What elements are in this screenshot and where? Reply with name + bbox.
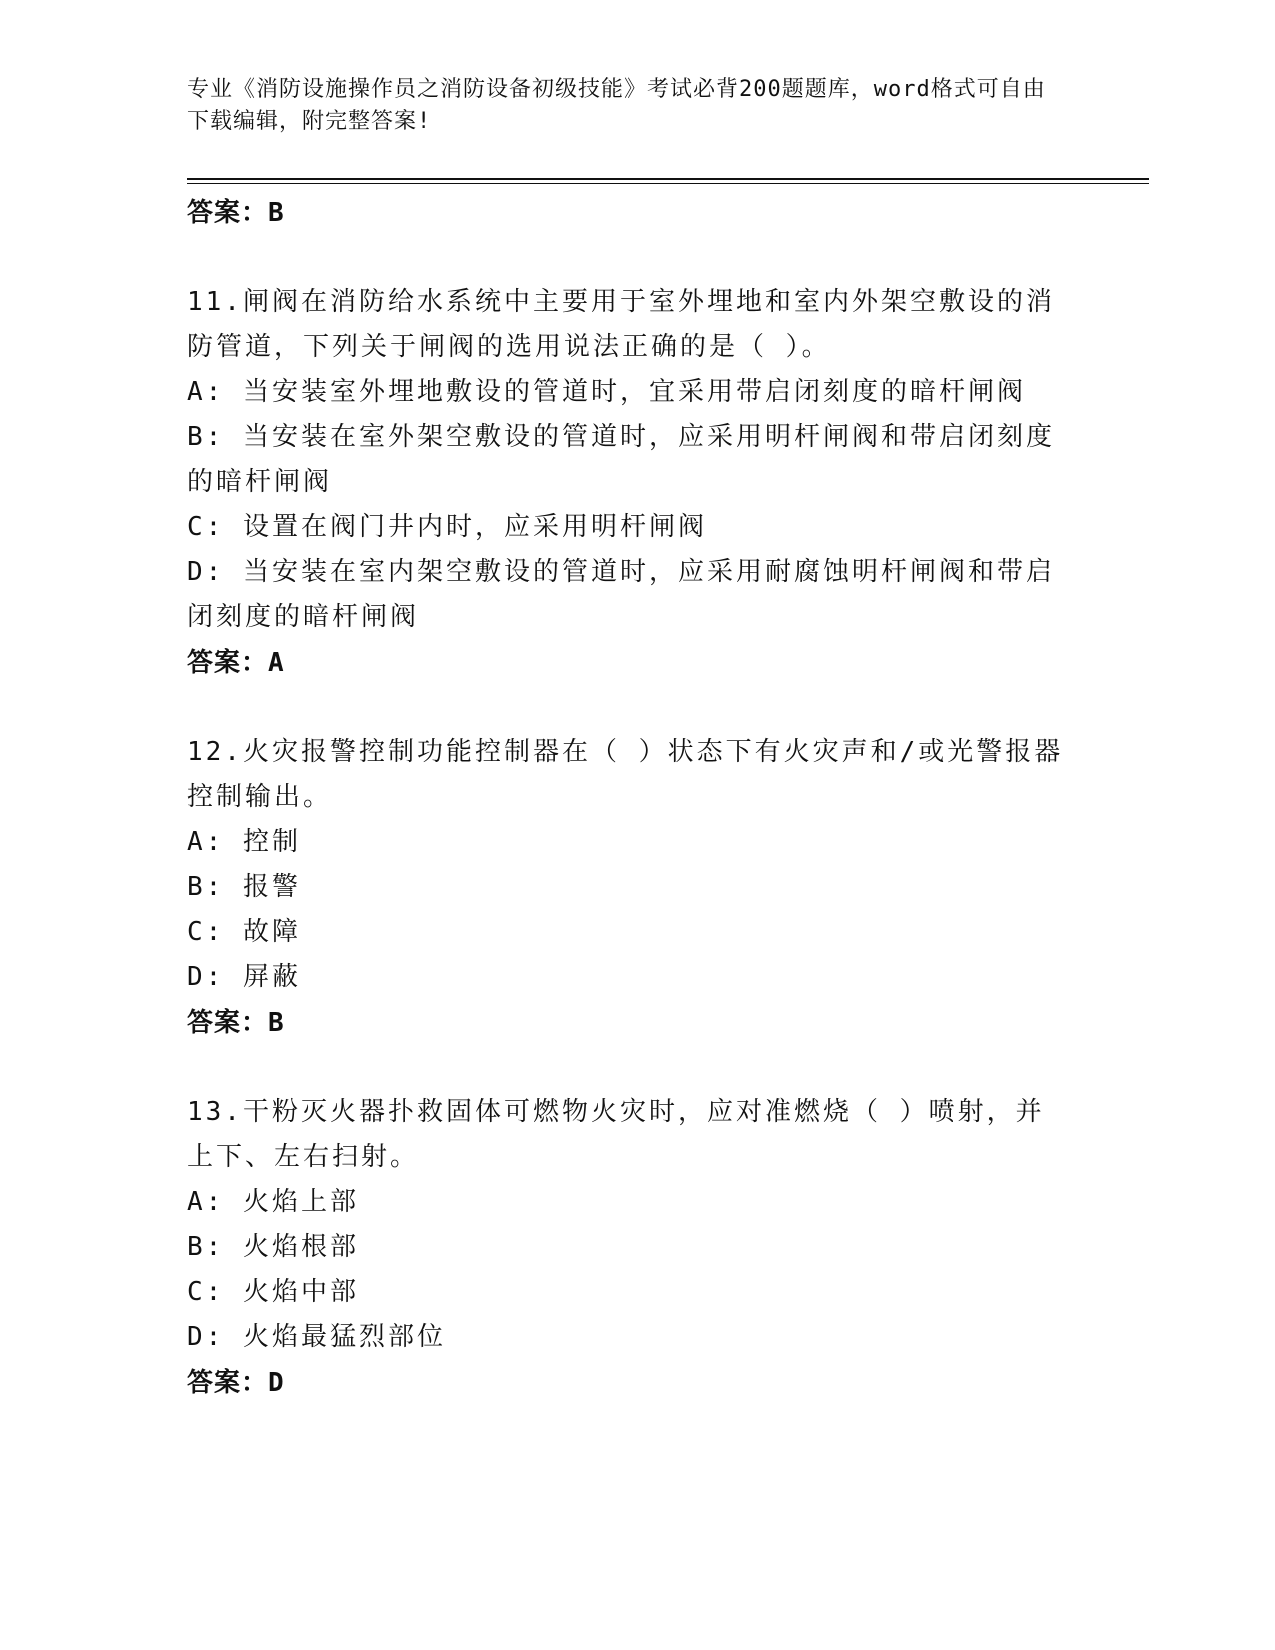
- question-block: [187, 730, 1067, 1046]
- question-block: [187, 280, 1067, 686]
- question-text: 11.闸阀在消防给水系统中主要用于室外埋地和室内外架空敷设的消防管道，下列关于闸阀的选用说法正确的是（ ）。: [187, 287, 1055, 362]
- option-c: C: 故障: [187, 917, 301, 947]
- option-a: A: 控制: [187, 827, 301, 857]
- option-b: B: 火焰根部: [187, 1232, 359, 1262]
- option-c: C: 设置在阀门井内时，应采用明杆闸阀: [187, 512, 707, 542]
- answer-line: 答案：A: [187, 648, 285, 678]
- option-a: A: 火焰上部: [187, 1187, 359, 1217]
- answer-line: 答案：D: [187, 1368, 285, 1398]
- header-divider-thin: [187, 183, 1149, 184]
- option-a: A: 当安装室外埋地敷设的管道时，宜采用带启闭刻度的暗杆闸阀: [187, 377, 1026, 407]
- page-header: 专业《消防设施操作员之消防设备初级技能》考试必背200题题库，word格式可自由下载编辑，附完整答案!: [187, 77, 1046, 134]
- question-text: 13.干粉灭火器扑救固体可燃物火灾时，应对准燃烧（ ）喷射，并上下、左右扫射。: [187, 1097, 1045, 1172]
- question-text: 12.火灾报警控制功能控制器在（ ）状态下有火灾声和/或光警报器控制输出。: [187, 737, 1064, 812]
- option-d: D: 当安装在室内架空敷设的管道时，应采用耐腐蚀明杆闸阀和带启闭刻度的暗杆闸阀: [187, 557, 1055, 632]
- question-block: [187, 1090, 1067, 1406]
- answer-line: 答案：B: [187, 1008, 285, 1038]
- option-d: D: 屏蔽: [187, 962, 301, 992]
- question-list: [187, 190, 1067, 1406]
- answer-line: 答案：B: [187, 198, 285, 228]
- option-c: C: 火焰中部: [187, 1277, 359, 1307]
- option-d: D: 火焰最猛烈部位: [187, 1322, 446, 1352]
- option-b: B: 报警: [187, 872, 301, 902]
- header-divider-thick: [187, 178, 1149, 180]
- option-b: B: 当安装在室外架空敷设的管道时，应采用明杆闸阀和带启闭刻度的暗杆闸阀: [187, 422, 1055, 497]
